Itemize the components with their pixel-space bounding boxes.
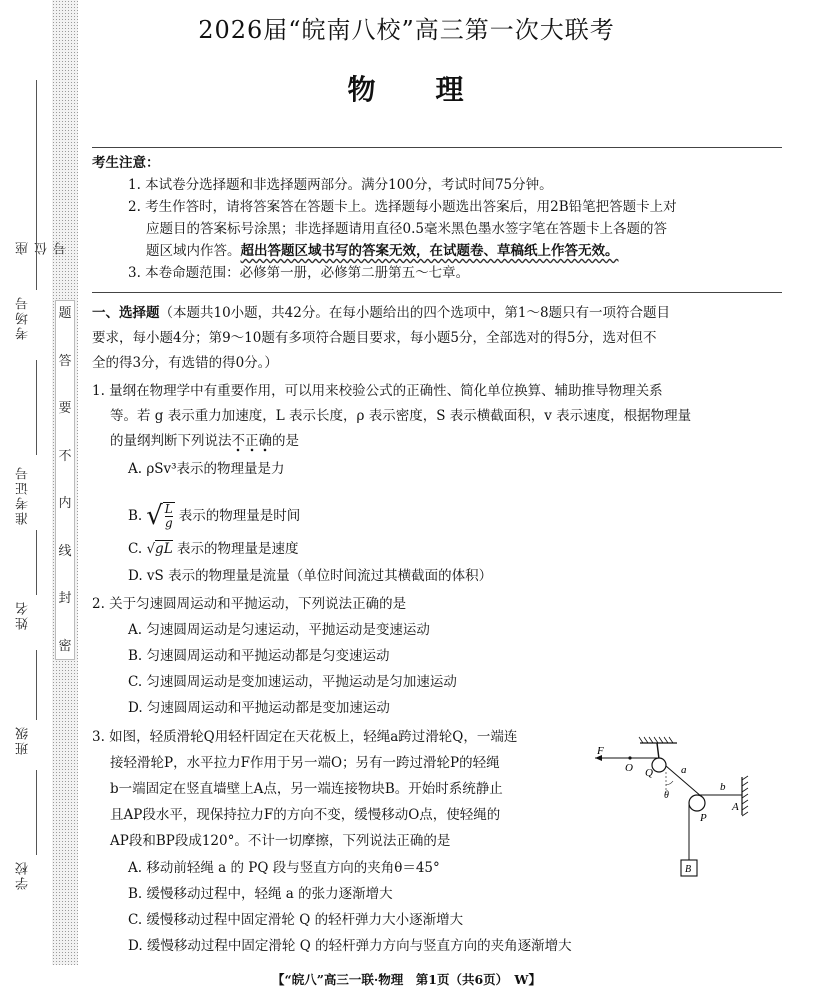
- admission-ticket-label: 准考证号: [16, 465, 31, 525]
- pulley-p-icon: [689, 795, 705, 811]
- subject-char: 物: [347, 73, 378, 106]
- q3-option-a[interactable]: A. 移动前轻绳 a 的 PQ 段与竖直方向的夹角θ＝45°: [128, 860, 440, 876]
- label-theta: θ: [664, 790, 669, 801]
- exam-room-line: [36, 230, 37, 290]
- school-field[interactable]: [14, 770, 44, 910]
- q1-stem: 等。若 g 表示重力加速度，L 表示长度，ρ 表示密度，S 表示横截面积，v 表示速度，根据物理量: [110, 408, 692, 424]
- name-field[interactable]: [14, 530, 44, 640]
- q1-emphasis: 正: [245, 433, 259, 452]
- q3-stem: 接轻滑轮P，水平拉力F作用于另一端O；另有一跨过滑轮P的轻绳: [110, 755, 500, 771]
- pulley-rod: [657, 743, 659, 759]
- q1-option-b[interactable]: [128, 502, 300, 530]
- seat-number-label: 座位号: [16, 240, 69, 255]
- option-text: 表示的物理量是时间: [178, 507, 301, 524]
- notice-item: 3. 本卷命题范围：必修第一册，必修第二册第五～七章。: [128, 265, 470, 281]
- binding-char: 题: [58, 306, 72, 321]
- exam-title: 2026届“皖南八校”高三第一次大联考: [198, 16, 615, 44]
- q1-emphasis: 确: [259, 433, 273, 452]
- q3-stem: 且AP段水平，现保持拉力F的方向不变，缓慢移动O点，使轻绳的: [110, 807, 501, 823]
- q2-stem: 2. 关于匀速圆周运动和平抛运动，下列说法正确的是: [92, 596, 407, 612]
- q2-option-d[interactable]: D. 匀速圆周运动和平抛运动都是变加速运动: [128, 700, 390, 716]
- q3-option-d[interactable]: D. 缓慢移动过程中固定滑轮 Q 的轻杆弹力方向与竖直方向的夹角逐渐增大: [128, 938, 572, 954]
- option-label: C.: [128, 541, 143, 557]
- pulley-diagram: [585, 735, 765, 885]
- subject-title: [0, 68, 813, 108]
- q3-stem: 3. 如图，轻质滑轮Q用轻杆固定在天花板上，轻绳a跨过滑轮Q，一端连: [92, 729, 518, 745]
- school-label: 学校: [16, 860, 31, 890]
- class-label: 班级: [16, 725, 31, 755]
- binding-char: 密: [58, 638, 72, 654]
- angle-arc: [666, 781, 673, 785]
- q3-option-b[interactable]: B. 缓慢移动过程中，轻绳 a 的张力逐渐增大: [128, 886, 393, 902]
- notice-emphasis: 超出答题区域书写的答案无效，在试题卷、草稿纸上作答无效。: [240, 243, 619, 259]
- class-line: [36, 650, 37, 720]
- binding-char: 要: [58, 401, 72, 417]
- label-f: F: [597, 745, 604, 757]
- option-text: 表示的物理量是速度: [176, 541, 299, 557]
- school-line: [36, 770, 37, 855]
- q1-option-c[interactable]: [128, 541, 298, 558]
- sqrt-fraction: √ $\frac{L}{g}$: [146, 501, 173, 531]
- sqrt-expression: √gL: [146, 541, 173, 557]
- label-block-b: B: [685, 864, 692, 875]
- subject-char: 理: [435, 73, 466, 106]
- binding-char: 不: [58, 448, 72, 464]
- q3-option-c[interactable]: C. 缓慢移动过程中固定滑轮 Q 的轻杆弹力大小逐渐增大: [128, 912, 464, 928]
- class-field[interactable]: [14, 650, 44, 760]
- section-intro-line: 要求，每小题4分；第9～10题有多项符合题目要求，每小题5分，全部选对的得5分，选对但不: [92, 330, 657, 346]
- sqrt-radicand: gL: [155, 541, 173, 557]
- section-intro-line: [92, 305, 670, 322]
- q1-option-a[interactable]: A. ρSv³表示的物理量是力: [128, 461, 285, 477]
- q2-option-a[interactable]: A. 匀速圆周运动是匀速运动，平抛运动是变速运动: [128, 622, 430, 638]
- notice-item: 2. 考生作答时，请将答案答在答题卡上。选择题每小题选出答案后，用2B铅笔把答题卡上对: [128, 199, 677, 215]
- binding-char: 内: [58, 496, 72, 512]
- pulley-q-icon: [652, 758, 666, 772]
- q1-stem: 1. 量纲在物理学中有重要作用，可以用来校验公式的正确性、简化单位换算、辅助推导物理关系: [92, 383, 663, 399]
- header-rule: [92, 147, 782, 148]
- ceiling: [639, 737, 677, 743]
- notice-heading: 考生注意：: [92, 155, 160, 171]
- admission-ticket-line: [36, 360, 37, 455]
- section-intro-text: （本题共10小题，共42分。在每小题给出的四个选项中，第1～8题只有一项符合题目: [159, 305, 671, 321]
- notice-rule: [92, 292, 782, 293]
- q1-emphasis: 不: [232, 433, 246, 452]
- binding-char: 封: [58, 591, 72, 607]
- label-b: b: [720, 781, 726, 793]
- section-intro-line: 全的得3分，有选错的得0分。）: [92, 355, 278, 371]
- admission-ticket-field[interactable]: [14, 360, 44, 550]
- notice-item: 应题目的答案标号涂黑；非选择题请用直径0.5毫米黑色墨水签字笔在答题卡上各题的答: [146, 221, 667, 237]
- exam-room-label: 考场号: [16, 295, 31, 340]
- wall: [742, 776, 748, 816]
- notice-text: 题区域内作答。: [146, 243, 241, 259]
- page-footer: 【“皖八”高三一联·物理 第1页（共6页） W】: [272, 972, 541, 987]
- fraction-numerator: L: [164, 502, 173, 516]
- q1-stem: [110, 433, 299, 450]
- notice-item: 1. 本试卷分选择题和非选择题两部分。满分100分，考试时间75分钟。: [128, 177, 553, 193]
- section-heading: 一、选择题: [92, 305, 160, 321]
- option-label: B.: [128, 507, 143, 524]
- q3-stem: AP段和BP段成120°。不计一切摩擦，下列说法正确的是: [110, 833, 451, 849]
- q1-stem-text: 的是: [272, 433, 299, 449]
- q3-stem: b一端固定在竖直墙壁上A点，另一端连接物块B。开始时系统静止: [110, 781, 503, 797]
- fraction-denominator: g: [164, 516, 173, 530]
- exam-room-field[interactable]: [14, 230, 44, 340]
- binding-warning: [55, 300, 75, 660]
- label-wall-a: A: [732, 801, 739, 813]
- q2-option-c[interactable]: C. 匀速圆周运动是变加速运动，平抛运动是匀加速运动: [128, 674, 457, 690]
- label-p: P: [700, 812, 707, 824]
- name-label: 姓名: [16, 600, 31, 630]
- label-o: O: [625, 762, 633, 774]
- q1-stem-text: 的量纲判断下列说法: [110, 433, 232, 449]
- q1-option-d[interactable]: D. vS 表示的物理量是流量（单位时间流过其横截面的体积）: [128, 568, 493, 584]
- binding-char: 答: [58, 353, 72, 369]
- point-o: [628, 756, 631, 759]
- name-line: [36, 530, 37, 595]
- notice-item-line: [146, 243, 619, 260]
- q2-option-b[interactable]: B. 匀速圆周运动和平抛运动都是匀变速运动: [128, 648, 390, 664]
- binding-char: 线: [58, 543, 72, 559]
- label-q: Q: [645, 767, 653, 779]
- label-a: a: [681, 764, 687, 776]
